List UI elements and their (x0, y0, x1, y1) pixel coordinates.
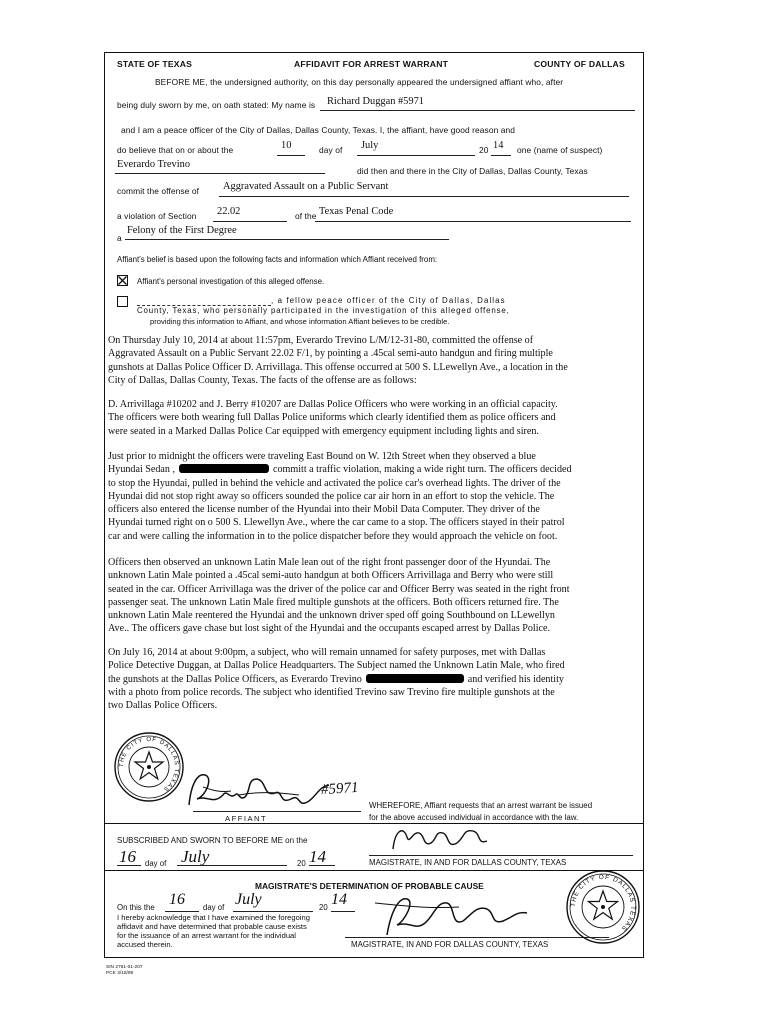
narrative-line: were seated in a Marked Dallas Police Car equipped with emergency equipment including lights and siren. (108, 425, 539, 437)
day-line (277, 155, 305, 156)
section-divider (105, 823, 643, 824)
degree-article: a (117, 233, 122, 243)
narrative-paragraph-1 (108, 334, 642, 387)
year-line (491, 155, 511, 156)
narrative-line: two Dallas Police Officers. (108, 700, 218, 712)
intro-line: BEFORE ME, the undersigned authority, on this day personally appeared the undersigned affiant who, after (155, 77, 564, 87)
city-seal-icon (113, 731, 185, 803)
pc-day-handwritten: 16 (169, 891, 185, 908)
county-heading: COUNTY OF DALLAS (534, 59, 625, 69)
footer-line: PCK 3/15/99 (106, 971, 134, 976)
fellow-officer-text: , a fellow peace officer of the City of Dallas, Dallas (271, 296, 506, 305)
narrative-line: Ave.. The officers gave chase but lost sight of the Hyundai and the occupants escaped arrest by Dallas Police. (108, 623, 551, 635)
ack-line: I hereby acknowledge that I have examined the foregoing (117, 913, 310, 922)
pc-day-of-label: day of (203, 903, 225, 912)
offense-day: 10 (281, 140, 292, 151)
footer-line: SIN 2761-01-207 (106, 965, 143, 970)
narrative-line: gunshots at Dallas Police Officer D. Arrivillaga. This offense occurred at 500 S. LLewellyn Ave., a location in the (108, 361, 568, 373)
sworn-day-of-label: day of (145, 859, 167, 868)
narrative-text: committ a traffic violation, making a wide right turn. The officers decided (273, 464, 572, 476)
section-line (213, 221, 287, 222)
pc-year-handwritten: 14 (331, 891, 347, 908)
narrative-line: Just prior to midnight the officers were traveling East Bound on W. 12th Street when they observed a blue (108, 451, 536, 462)
probable-cause-title: MAGISTRATE'S DETERMINATION OF PROBABLE CAUSE (255, 881, 484, 891)
offense-month: July (361, 140, 379, 151)
subscribed-label: SUBSCRIBED AND SWORN TO BEFORE ME on the (117, 836, 308, 845)
wherefore-text: WHEREFORE, Affiant requests that an arrest warrant be issued (369, 801, 593, 810)
narrative-line: passenger seat. The unknown Latin Male fired multiple gunshots at the officers. Both officers returned fire. The (108, 596, 559, 608)
sworn-year-line (309, 865, 335, 866)
pc-year-prefix: 20 (319, 903, 328, 912)
narrative-paragraph-3 (108, 450, 642, 543)
narrative-line: On Thursday July 10, 2014 at about 11:57pm, Everardo Trevino L/M/12-31-80, committed the offense of (108, 335, 534, 346)
pc-day-line (165, 911, 199, 912)
offense-label: commit the offense of (117, 186, 200, 196)
sworn-month-line (177, 865, 287, 866)
checkmark-x-icon (118, 276, 127, 285)
sworn-year-handwritten: 14 (309, 847, 326, 866)
offense-year: 14 (493, 140, 504, 151)
peace-officer-statement: and I am a peace officer of the City of Dallas, Dallas County, Texas. I, the affiant, have good reason and (121, 125, 516, 135)
narrative-line (108, 463, 642, 476)
form-title: AFFIDAVIT FOR ARREST WARRANT (294, 59, 449, 69)
pc-month-line (233, 911, 313, 912)
sworn-statement-label: being duly sworn by me, on oath stated: My name is (117, 100, 316, 110)
sworn-month-handwritten: July (181, 847, 210, 866)
ack-line: for the issuance of an arrest warrant for the individual (117, 931, 296, 940)
jurisdiction-text: did then and there in the City of Dallas, Dallas County, Texas (357, 166, 588, 176)
narrative-line: Aggravated Assault on a Public Servant 22.02 F/1, by pointing a .45cal semi-auto handgun and firing multiple (108, 348, 553, 360)
narrative-line: Hyundai turned right on o 500 S. Llewellyn Ave., where the car came to a stop. The officers stayed in their patrol (108, 517, 565, 529)
code-label: of the (295, 211, 317, 221)
suspect-label: one (name of suspect) (517, 145, 603, 155)
fellow-officer-checkbox[interactable] (117, 296, 128, 307)
fellow-officer-text-2: County, Texas, who personally participated in the investigation of this alleged offense, (137, 306, 510, 315)
on-this-label: On this the (117, 903, 155, 912)
degree-line (125, 239, 449, 240)
narrative-line: Hyundai did not stop right away so officers sounded the police car air horn in an effort to stop the vehicle. The (108, 490, 555, 502)
narrative-line: unknown Latin Male pointed a .45cal semi-auto handgun at both Officers Arrivillaga and Berry who were still (108, 570, 554, 582)
narrative-line: D. Arrivillaga #10202 and J. Berry #10207 are Dallas Police Officers who were working in an official capacity. (108, 399, 558, 410)
narrative-line: officers also entered the license number of the Hyundai into their Mobil Data Computer. They driver of the (108, 504, 540, 516)
narrative-paragraph-5 (108, 646, 642, 712)
sworn-day-handwritten: 16 (119, 847, 136, 866)
badge-handwritten: #5971 (320, 779, 359, 799)
sworn-year-prefix: 20 (297, 859, 306, 868)
magistrate-signature-2 (367, 891, 535, 941)
form-footer (106, 965, 143, 977)
narrative-line: car and were calling the information in to the police dispatcher before they would approach the vehicle on foot. (108, 530, 558, 542)
magistrate-label-2: MAGISTRATE, IN AND FOR DALLAS COUNTY, TEXAS (351, 940, 549, 949)
narrative-line: unknown Latin Male reentered the Hyundai and the unknown driver sped off going Southbound on LLewellyn (108, 610, 555, 622)
offense-line (219, 196, 629, 197)
suspect-name-line (115, 173, 325, 174)
narrative-line: The officers were both wearing full Dallas Police uniforms which clearly identified them as police officers and (108, 412, 556, 424)
section-value: 22.02 (217, 206, 241, 217)
narrative-line: with a photo from police records. The subject who identified Trevino saw Trevino fire multiple gunshots at the (108, 686, 555, 698)
city-seal-icon-2 (565, 869, 641, 945)
sworn-day-line (117, 865, 141, 866)
day-of-label: day of (319, 145, 343, 155)
magistrate-signature-line (369, 855, 633, 856)
code-value: Texas Penal Code (319, 206, 394, 217)
magistrate-label: MAGISTRATE, IN AND FOR DALLAS COUNTY, TEXAS (369, 858, 567, 867)
narrative-paragraph-4 (108, 556, 642, 636)
section-divider-2 (105, 870, 643, 871)
personal-investigation-label: Affiant's personal investigation of this alleged offense. (137, 277, 325, 286)
affiant-name-value: Richard Duggan #5971 (327, 96, 424, 107)
redaction-bar (179, 464, 269, 473)
affiant-name-line (320, 110, 635, 111)
narrative-line: to stop the Hyundai, pulled in behind the vehicle and activated the police car's overhead lights. The driver of the (108, 477, 561, 489)
narrative-text: the gunshots at the Dallas Police Officers, as Everardo Trevino (108, 673, 362, 685)
narrative-line: On July 16, 2014 at about 9:00pm, a subject, who will remain unnamed for safety purposes, met with Dallas (108, 647, 546, 658)
svg-text:THE CITY OF DALLAS TEXAS: THE CITY OF DALLAS TEXAS (569, 873, 637, 933)
fellow-officer-text-3: providing this information to Affiant, and whose information Affiant believes to be credible. (150, 317, 450, 326)
degree-value: Felony of the First Degree (127, 225, 237, 236)
code-line (315, 221, 631, 222)
month-line (357, 155, 475, 156)
wherefore-text-2: for the above accused individual in accordance with the law. (369, 813, 579, 822)
narrative-paragraph-2 (108, 398, 642, 438)
affiant-signature-line (193, 811, 361, 812)
svg-text:THE CITY OF DALLAS TEXAS: THE CITY OF DALLAS TEXAS (118, 736, 180, 793)
ack-line: affidavit and have determined that probable cause exists (117, 922, 307, 931)
affiant-label: AFFIANT (225, 814, 268, 823)
offense-value: Aggravated Assault on a Public Servant (223, 181, 389, 192)
belief-statement: Affiant's belief is based upon the following facts and information which Affiant received from: (117, 255, 438, 264)
personal-investigation-checkbox[interactable] (117, 275, 128, 286)
suspect-name-value: Everardo Trevino (117, 159, 191, 170)
narrative-text: Hyundai Sedan , (108, 464, 175, 476)
narrative-line: seated in the car. Officer Arrivillaga was the driver of the police car and Officer Berry was seated in the right front (108, 583, 570, 595)
ack-line: accused therein. (117, 940, 173, 949)
acknowledgement-text (117, 913, 310, 949)
redaction-bar (366, 674, 464, 683)
magistrate-signature (387, 821, 491, 857)
pc-month-handwritten: July (235, 891, 262, 908)
section-label: a violation of Section (117, 211, 197, 221)
date-label: do believe that on or about the (117, 145, 234, 155)
narrative-line: Officers then observed an unknown Latin Male lean out of the right front passenger door of the Hyundai. The (108, 557, 551, 568)
narrative-line (108, 673, 642, 686)
narrative-line: Police Detective Duggan, at Dallas Police Headquarters. The Subject named the Unknown Latin Male, who fired (108, 660, 565, 672)
year-prefix: 20 (479, 145, 489, 155)
affidavit-form (104, 52, 644, 958)
narrative-line: City of Dallas, Dallas County, Texas. The facts of the offense are as follows: (108, 374, 417, 386)
narrative-text: and verified his identity (467, 673, 564, 685)
pc-year-line (331, 911, 355, 912)
state-heading: STATE OF TEXAS (117, 59, 193, 69)
